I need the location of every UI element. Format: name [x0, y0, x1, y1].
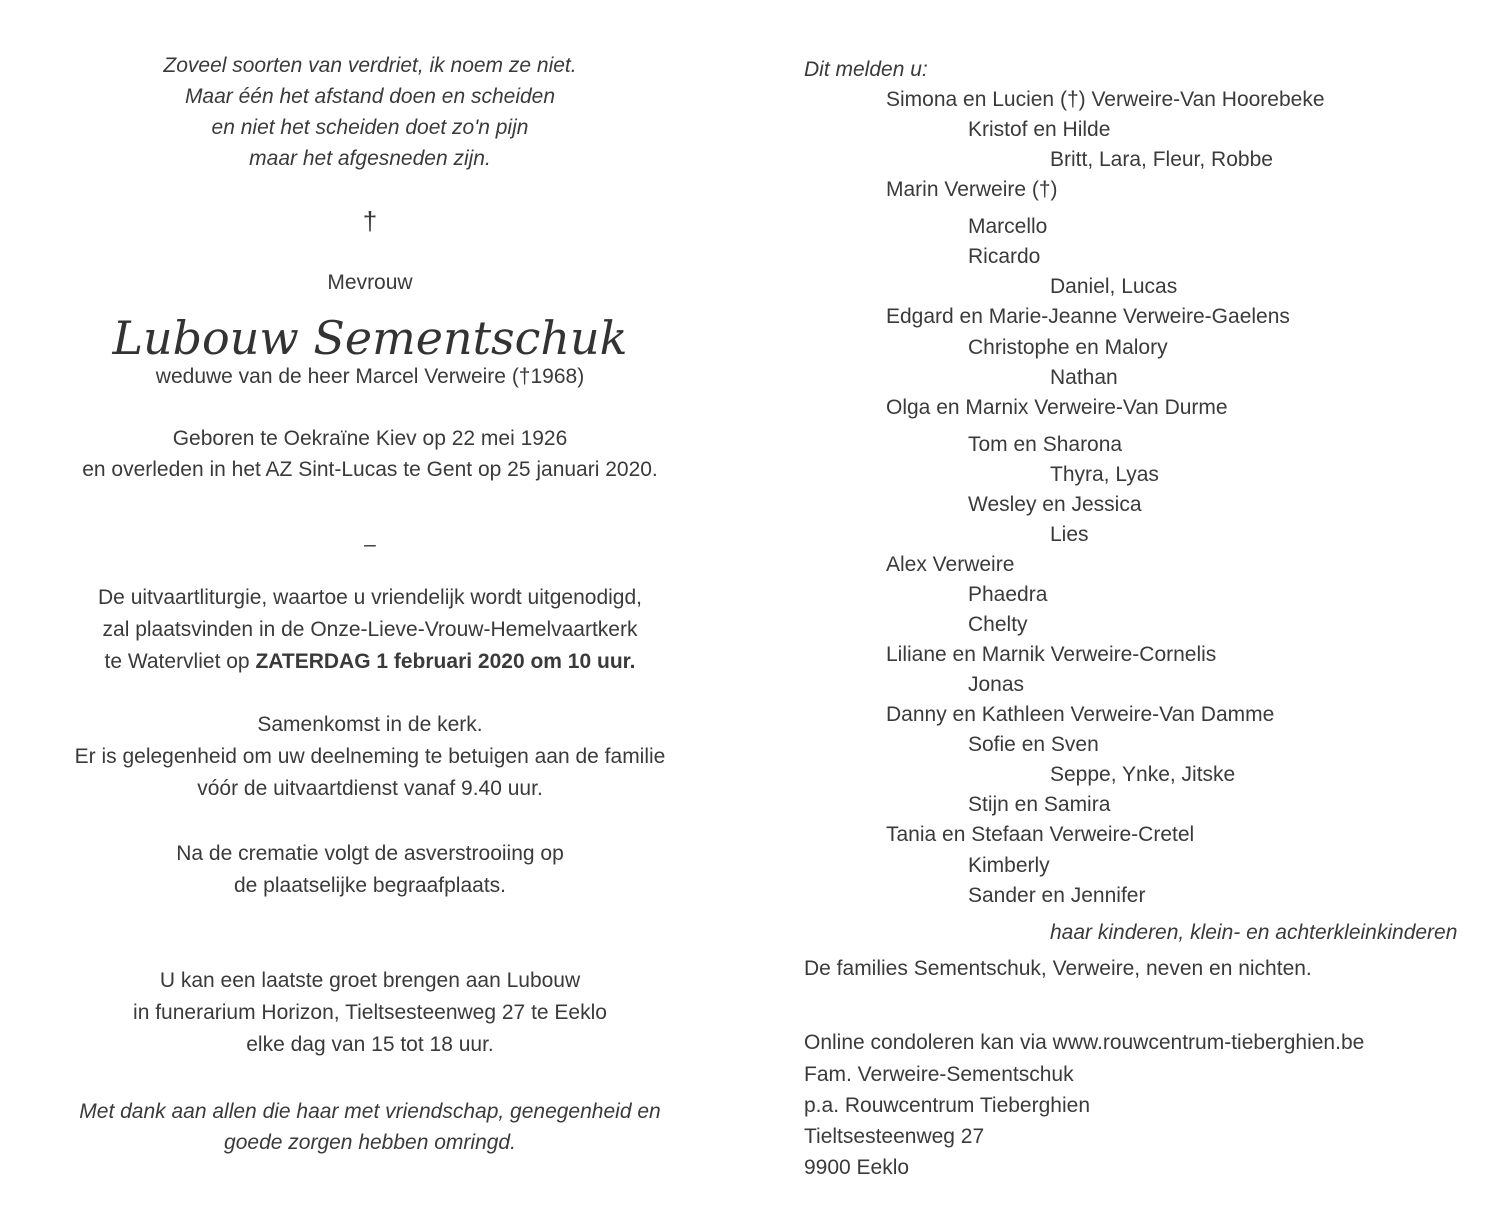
- deceased-name: Lubouw Sementschuk: [112, 311, 628, 365]
- thanks-line: goede zorgen hebben omringd.: [224, 1131, 516, 1154]
- family-member: Liliane en Marnik Verweire-Cornelis: [886, 643, 1217, 666]
- family-member: Edgard en Marie-Jeanne Verweire-Gaelens: [886, 305, 1290, 328]
- cremation-line: Na de crematie volgt de asverstrooiing op: [176, 842, 564, 865]
- family-member: Daniel, Lucas: [1050, 275, 1178, 298]
- liturgy-line: De uitvaartliturgie, waartoe u vriendelijk wordt uitgenodigd,: [98, 586, 642, 609]
- poem-line: Maar één het afstand doen en scheiden: [184, 85, 556, 108]
- family-member: Kimberly: [968, 854, 1050, 877]
- family-member: Kristof en Hilde: [968, 118, 1111, 141]
- family-member: Seppe, Ynke, Jitske: [1050, 763, 1236, 786]
- poem-line: maar het afgesneden zijn.: [249, 147, 491, 170]
- cross-symbol: †: [362, 206, 378, 236]
- salutation: Mevrouw: [327, 271, 413, 294]
- cremation-line: de plaatselijke begraafplaats.: [233, 874, 506, 897]
- family-member: Sofie en Sven: [968, 733, 1099, 756]
- family-member: Alex Verweire: [886, 553, 1015, 576]
- family-member: Chelty: [968, 613, 1028, 636]
- poem-line: Zoveel soorten van verdriet, ik noem ze niet.: [163, 54, 577, 77]
- family-member: Wesley en Jessica: [968, 493, 1142, 516]
- contact-line: 9900 Eeklo: [804, 1156, 910, 1179]
- gathering-line: Samenkomst in de kerk.: [257, 713, 483, 736]
- gathering-line: vóór de uitvaartdienst vanaf 9.40 uur.: [197, 777, 543, 800]
- thanks-line: Met dank aan allen die haar met vriendschap, genegenheid en: [79, 1100, 661, 1123]
- family-member: Thyra, Lyas: [1050, 463, 1159, 486]
- family-member: Olga en Marnix Verweire-Van Durme: [886, 396, 1228, 419]
- widow-line: weduwe van de heer Marcel Verweire (†1968): [155, 365, 585, 388]
- liturgy-prefix: te Watervliet op: [104, 650, 256, 673]
- gathering-line: Er is gelegenheid om uw deelneming te betuigen aan de familie: [74, 745, 666, 768]
- family-member: Nathan: [1050, 366, 1118, 389]
- family-member: Tom en Sharona: [968, 433, 1123, 456]
- family-member: Danny en Kathleen Verweire-Van Damme: [886, 703, 1275, 726]
- family-member: Britt, Lara, Fleur, Robbe: [1050, 148, 1273, 171]
- family-member: Tania en Stefaan Verweire-Cretel: [886, 823, 1195, 846]
- announce-intro: Dit melden u:: [804, 58, 928, 81]
- contact-line: p.a. Rouwcentrum Tieberghien: [804, 1094, 1090, 1117]
- family-member: Marcello: [968, 215, 1048, 238]
- visitation-line: U kan een laatste groet brengen aan Lubouw: [159, 969, 581, 992]
- contact-line: Tieltsesteenweg 27: [804, 1125, 985, 1148]
- family-caption: haar kinderen, klein- en achterkleinkinderen: [1050, 921, 1458, 944]
- contact-line: Fam. Verweire-Sementschuk: [804, 1063, 1074, 1086]
- separator-dash: –: [364, 533, 376, 556]
- liturgy-date-line: [40, 647, 700, 677]
- liturgy-date: ZATERDAG 1 februari 2020 om 10 uur.: [255, 650, 636, 673]
- visitation-line: elke dag van 15 tot 18 uur.: [246, 1033, 494, 1056]
- family-member: Sander en Jennifer: [968, 884, 1146, 907]
- contact-line: Online condoleren kan via www.rouwcentrum-tieberghien.be: [804, 1031, 1365, 1054]
- family-member: Lies: [1050, 523, 1089, 546]
- family-member: Ricardo: [968, 245, 1041, 268]
- birth-line: Geboren te Oekraïne Kiev op 22 mei 1926: [172, 427, 568, 450]
- visitation-line: in funerarium Horizon, Tieltsesteenweg 27 te Eeklo: [133, 1001, 607, 1024]
- poem-line: en niet het scheiden doet zo'n pijn: [211, 116, 529, 139]
- family-member: Stijn en Samira: [968, 793, 1111, 816]
- liturgy-line: zal plaatsvinden in de Onze-Lieve-Vrouw-Hemelvaartkerk: [102, 618, 638, 641]
- family-member: Simona en Lucien (†) Verweire-Van Hoorebeke: [886, 88, 1325, 111]
- family-member: Phaedra: [968, 583, 1048, 606]
- death-line: en overleden in het AZ Sint-Lucas te Gent op 25 januari 2020.: [82, 458, 658, 481]
- family-member: Marin Verweire (†): [886, 178, 1058, 201]
- family-member: Christophe en Malory: [968, 336, 1168, 359]
- family-member: Jonas: [968, 673, 1025, 696]
- families-line: De families Sementschuk, Verweire, neven en nichten.: [804, 957, 1312, 980]
